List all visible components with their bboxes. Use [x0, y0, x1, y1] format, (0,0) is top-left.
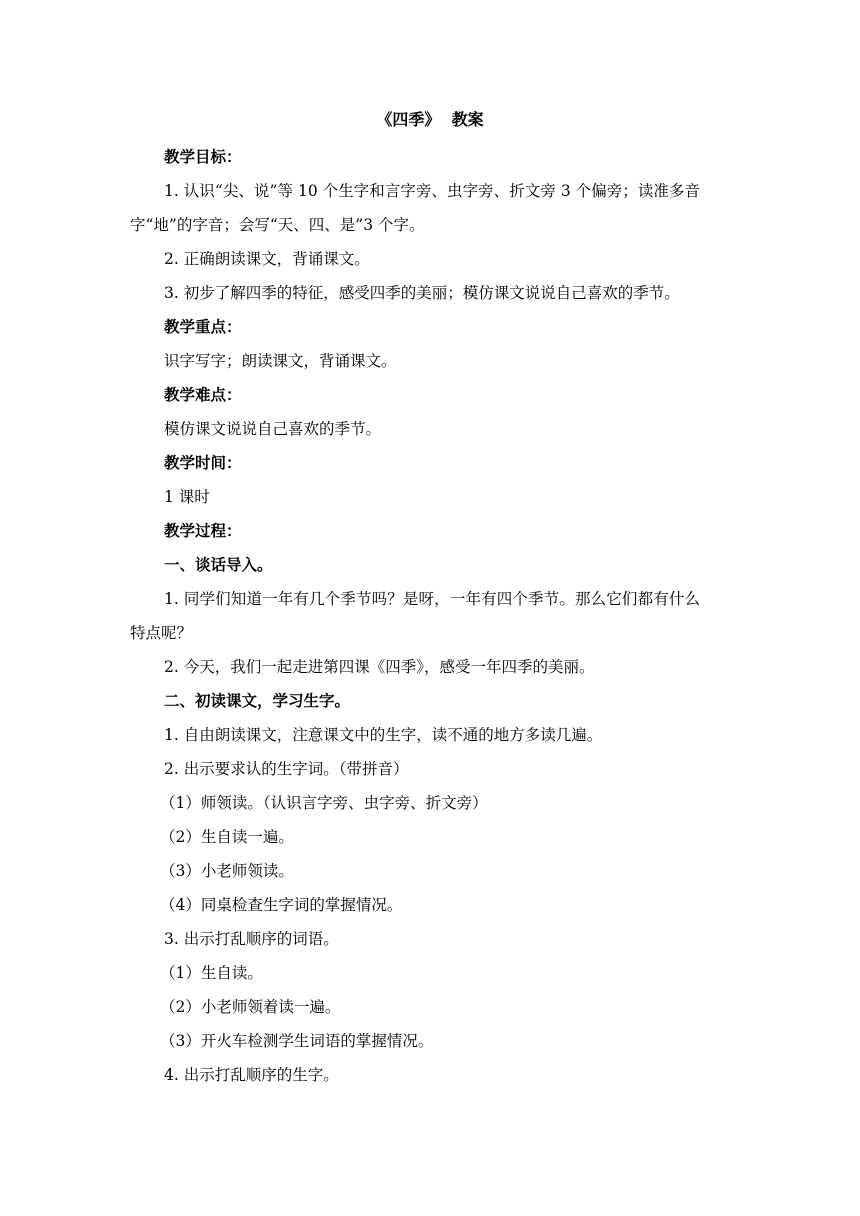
- part2-item3-sub2: （2）小老师领着读一遍。: [160, 998, 341, 1016]
- part2-heading: 二、初读课文，学习生字。: [164, 691, 351, 710]
- part2-item4: 4. 出示打乱顺序的生字。: [164, 1066, 339, 1084]
- objective-1: 1. 认识“尖、说”等 10 个生字和言字旁、虫字旁、折文旁 3 个偏旁；读准多音字“地”的字音；会写“天、四、是”3 个字。: [130, 182, 700, 234]
- time-heading: 教学时间：: [164, 453, 242, 472]
- part1-item2: 2. 今天，我们一起走进第四课《四季》，感受一年四季的美丽。: [164, 658, 595, 676]
- objectives-heading: 教学目标：: [164, 147, 242, 166]
- part2-item2-sub3: （3）小老师领读。: [160, 862, 294, 880]
- part2-item1: 1. 自由朗读课文，注意课文中的生字，读不通的地方多读几遍。: [164, 726, 603, 744]
- objective-2: 2. 正确朗读课文，背诵课文。: [164, 250, 370, 268]
- part1-heading: 一、谈话导入。: [164, 555, 273, 574]
- part2-item2: 2. 出示要求认的生字词。（带拼音）: [164, 760, 409, 778]
- part2-item2-sub1: （1）师领读。（认识言字旁、虫字旁、折文旁）: [160, 794, 488, 812]
- part2-item3-sub3: （3）开火车检测学生词语的掌握情况。: [160, 1032, 434, 1050]
- objective-3: 3. 初步了解四季的特征，感受四季的美丽；模仿课文说说自己喜欢的季节。: [164, 284, 680, 302]
- part2-item3-sub1: （1）生自读。: [160, 964, 263, 982]
- document-body: [130, 140, 734, 1092]
- key-points-heading: 教学重点：: [164, 317, 242, 336]
- document-title: 《四季》 教案: [376, 110, 484, 129]
- key-points-text: 识字写字；朗读课文，背诵课文。: [164, 352, 397, 370]
- part2-item2-sub4: （4）同桌检查生字词的掌握情况。: [160, 896, 403, 914]
- part2-item3: 3. 出示打乱顺序的词语。: [164, 930, 339, 948]
- difficulty-text: 模仿课文说说自己喜欢的季节。: [164, 420, 382, 438]
- difficulty-heading: 教学难点：: [164, 385, 242, 404]
- time-text: 1 课时: [164, 488, 210, 506]
- part1-item1: 1. 同学们知道一年有几个季节吗？是呀，一年有四个季节。那么它们都有什么特点呢？: [130, 590, 700, 642]
- process-heading: 教学过程：: [164, 521, 242, 540]
- part2-item2-sub2: （2）生自读一遍。: [160, 828, 294, 846]
